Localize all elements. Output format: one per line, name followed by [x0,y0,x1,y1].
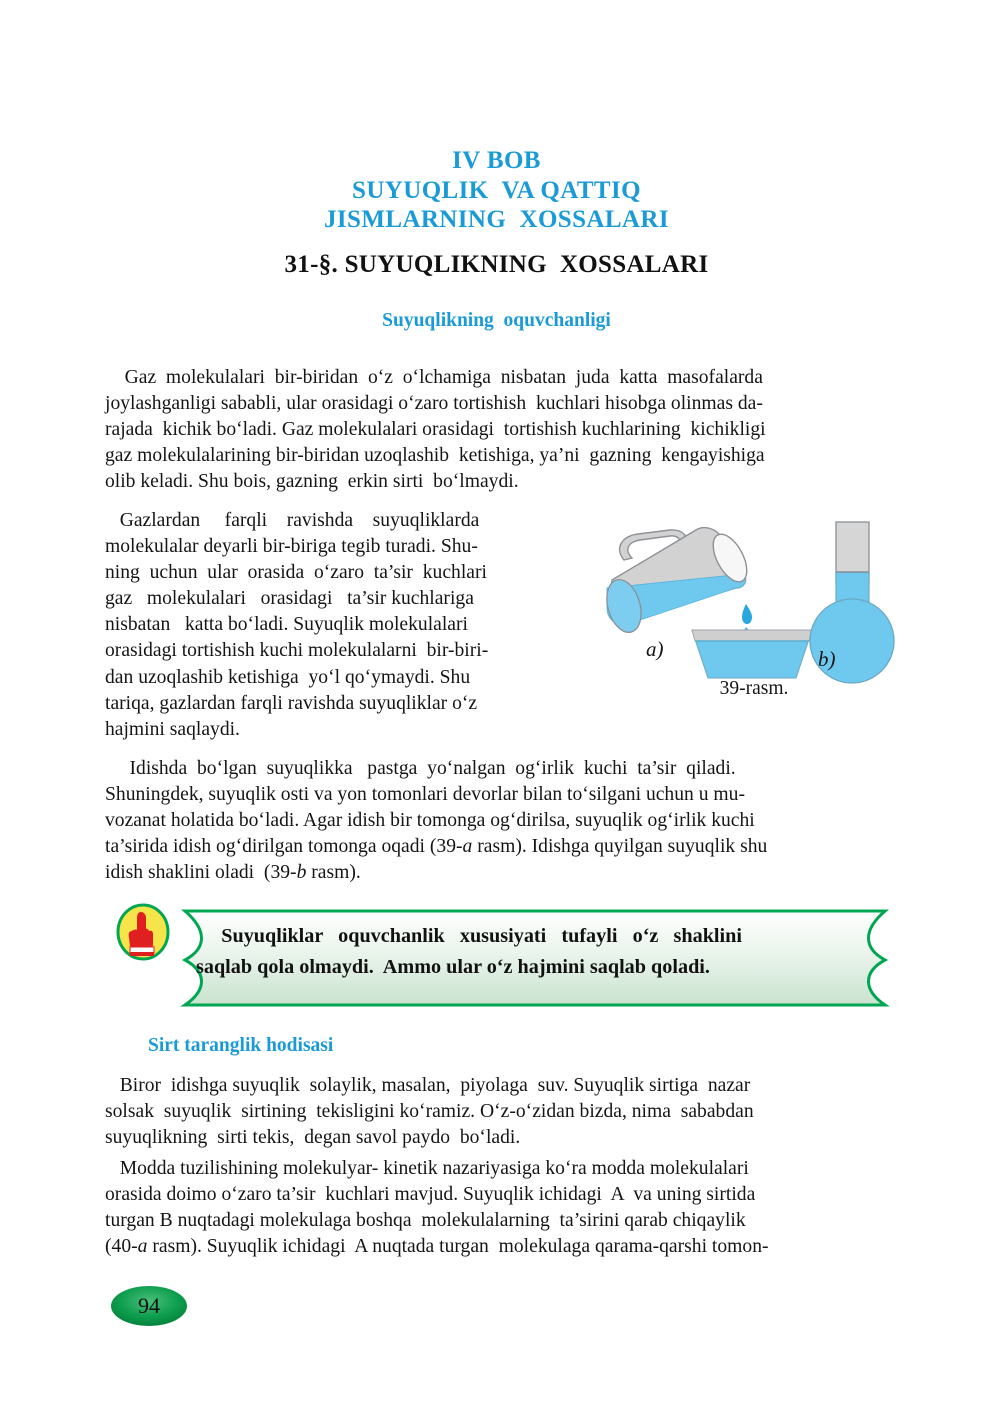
paragraph-line: orasidagi tortishish kuchi molekulalarni bir-biri- [105,640,489,662]
paragraph-gravity-vessel [105,756,888,886]
paragraph-line: (40-a rasm). Suyuqlik ichidagi A nuqtada turgan molekulaga qarama-qarshi tomon- [105,1236,769,1258]
paragraph-kinetic-theory [105,1156,888,1260]
paragraph-line: joylashganligi sababli, ular orasidagi o‘zaro tortishish kuchlari hisobga olinmas da- [105,393,763,415]
paragraph-line: Idishda bo‘lgan suyuqlikka pastga yo‘nalgan og‘irlik kuchi ta’sir qiladi. [105,758,736,779]
paragraph-line: molekulalar deyarli bir-biriga tegib turadi. Shu- [105,536,478,558]
subheading-surface-tension: Sirt taranglik hodisasi [148,1035,334,1056]
figure-label-b: b) [818,647,836,671]
chapter-heading-line-1: IV BOB [452,147,541,174]
paragraph-line: dan uzoqlashib ketishiga yo‘l qo‘ymaydi. Shu [105,666,471,688]
figure-label-a: a) [646,637,664,661]
paragraph-line: idish shaklini oladi (39-b rasm). [105,862,361,884]
paragraph-line: rajada kichik bo‘ladi. Gaz molekulalari orasidagi tortishish kuchlarining kichikligi [105,419,766,441]
paragraph-line: nisbatan katta bo‘ladi. Suyuqlik molekulalari [105,614,468,636]
paragraph-line: Gazlardan farqli ravishda suyuqliklarda [105,510,480,531]
paragraph-liquid-molecules [105,508,600,743]
paragraph-gas-molecules [105,365,888,495]
callout-line: saqlab qola olmaydi. Ammo ular o‘z hajmini saqlab qoladi. [196,956,710,978]
basin-shape [692,630,812,678]
paragraph-line: orasida doimo o‘zaro ta’sir kuchlari mavjud. Suyuqlik ichidagi A va uning sirtida [105,1184,756,1206]
callout-text [196,921,882,983]
paragraph-line: ta’sirida idish og‘dirilgan tomonga oqadi (39-a rasm). Idishga quyilgan suyuqlik shu [105,836,768,858]
pointing-hand-icon [116,903,170,961]
paragraph-line: vozanat holatida bo‘ladi. Agar idish bir tomonga og‘dirilsa, suyuqlik og‘irlik kuchi [105,810,755,832]
paragraph-line: tariqa, gazlardan farqli ravishda suyuqliklar o‘z [105,692,478,714]
paragraph-line: solsak suyuqlik sirtining tekisligini ko‘ramiz. O‘z-o‘zidan bizda, nima sababdan [105,1101,754,1123]
paragraph-line: hajmini saqlaydi. [105,718,240,740]
subheading-flow: Suyuqlikning oquvchanligi [382,310,611,331]
paragraph-line: Modda tuzilishining molekulyar- kinetik nazariyasiga ko‘ra modda molekulalari [105,1158,749,1179]
paragraph-line: ning uchun ular orasida o‘zaro ta’sir kuchlari [105,562,487,584]
page-number-text: 94 [138,1293,160,1318]
paragraph-line: gaz molekulalarining bir-biridan uzoqlashib ketishiga, ya’ni gazning kengayishiga [105,445,765,467]
paragraph-line: olib keladi. Shu bois, gazning erkin sirti bo‘lmaydi. [105,471,519,493]
chapter-heading-line-2: SUYUQLIK VA QATTIQ [352,176,641,204]
paragraph-line: turgan B nuqtadagi molekulaga boshqa molekulalarning ta’sirini qarab chiqaylik [105,1210,746,1232]
section-title: 31-§. SUYUQLIKNING XOSSALARI [284,251,709,278]
page-number-badge [110,1285,188,1327]
figure-caption: 39-rasm. [719,678,789,699]
paragraph-line: Biror idishga suyuqlik solaylik, masalan, piyolaga suv. Suyuqlik sirtiga nazar [105,1075,751,1096]
paragraph-line: Shuningdek, suyuqlik osti va yon tomonlari devorlar bilan to‘silgani uchun u mu- [105,784,745,806]
chapter-heading-line-3: JISMLARNING XOSSALARI [324,206,669,233]
pitcher-shape [604,528,754,637]
callout-line: Suyuqliklar oquvchanlik xususiyati tufayli o‘z shaklini [196,925,742,947]
paragraph-line: suyuqlikning sirti tekis, degan savol paydo bo‘ladi. [105,1127,521,1149]
paragraph-line: Gaz molekulalari bir-biridan o‘z o‘lchamiga nisbatan juda katta masofalarda [105,367,763,388]
paragraph-surface-observation [105,1073,888,1151]
paragraph-line: gaz molekulalari orasidagi ta’sir kuchlariga [105,588,474,610]
chapter-heading [0,146,993,235]
